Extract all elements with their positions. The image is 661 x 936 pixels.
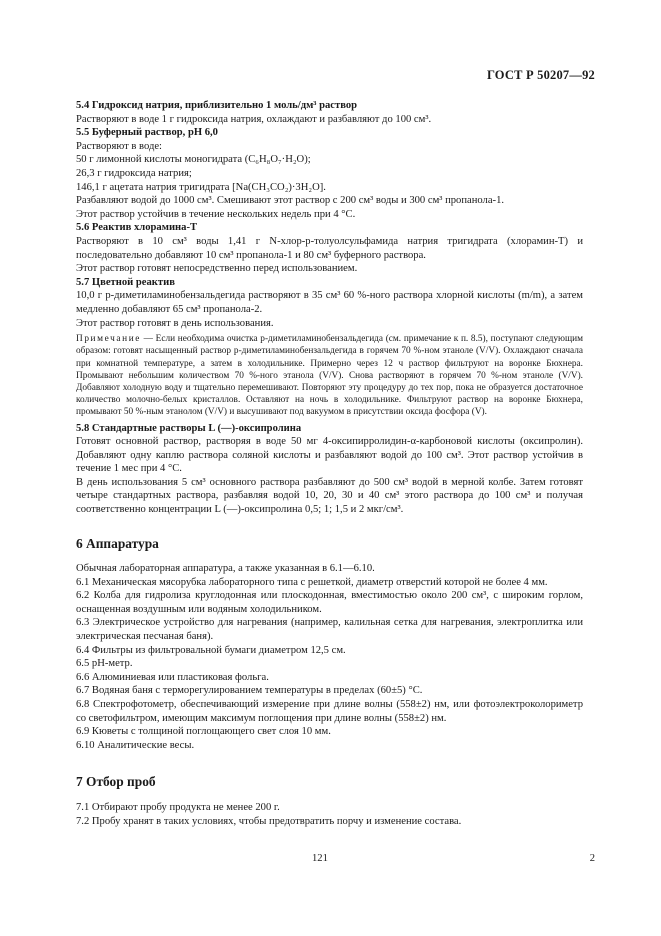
section-5-7-note	[76, 333, 583, 418]
section-6-intro: Обычная лабораторная аппаратура, а также указанная в 6.1—6.10.	[76, 563, 375, 574]
section-5-5-line: Этот раствор устойчив в течение нескольких недель при 4 °С.	[76, 208, 356, 220]
section-7-title: 7 Отбор проб	[76, 774, 156, 789]
section-5-7-text: Этот раствор готовят в день использования.	[76, 317, 274, 329]
section-6-body	[76, 562, 583, 752]
section-5-6-text: Этот раствор готовят непосредственно перед использованием.	[76, 263, 358, 275]
apparatus-item: 6.2 Колба для гидролиза круглодонная или плоскодонная, вместимостью около 200 см³, с широким горлом, оснащенная воздушным или водяным холодильником.	[76, 590, 583, 615]
section-5-5-line: 26,3 г гидроксида натрия;	[76, 167, 192, 179]
section-5-4-text: Растворяют в воде 1 г гидроксида натрия, охлаждают и разбавляют до 100 см³.	[76, 113, 432, 125]
note-label: Примечание	[76, 334, 141, 345]
section-5-5-title: 5.5 Буферный раствор, pH 6,0	[76, 127, 218, 139]
section-5-5-line: 146,1 г ацетата натрия тригидрата [Na(CH₃CO₂)·3H₂O].	[76, 181, 326, 193]
section-7-body	[76, 801, 583, 828]
section-5-7-title: 5.7 Цветной реактив	[76, 276, 175, 288]
section-5-5-line: Разбавляют водой до 1000 см³. Смешивают этот раствор с 200 см³ воды и 300 см³ пропанола-1.	[76, 195, 505, 207]
page-number: 121	[312, 853, 328, 864]
note-text: — Если необходима очистка p-диметиламинобензальдегида (см. примечание к п. 8.5), поступают следующим образом: готовят насыщенный раствор p-диметиламинобензальдегида в горячем 70 %-ном этаноле (V/V). Охлаждают сначала при комнатной температуре, а затем в холодильнике. Примерно через 12 ч раствор фильтруют на воронке Бюхнера. Промывают небольшим количеством 70 %-ного этанола (V/V). Снова растворяют в горячем 70 %-ном этаноле (V/V). Добавляют холодную воду и тщательно перемешивают. Повторяют эту процедуру до тех пор, пока не образуется достаточное количество молочно-белых кристаллов. Оставляют на ночь в холодильнике. Фильтруют раствор на воронке Бюхнера, промывают 50 %-ным этанолом (V/V) и высушивают под вакуумом в присутствии оксида фосфора (V).	[76, 334, 583, 418]
apparatus-item: 6.4 Фильтры из фильтровальной бумаги диаметром 12,5 см.	[76, 644, 346, 656]
section-5-6-title: 5.6 Реактив хлорамина-Т	[76, 222, 198, 234]
apparatus-item: 6.1 Механическая мясорубка лабораторного типа с решеткой, диаметр отверстий которой не более 4 мм.	[76, 576, 548, 588]
sheet-number: 2	[589, 853, 595, 864]
section-5-8-title: 5.8 Стандартные растворы L (—)-оксипролина	[76, 422, 302, 434]
document-code-header: ГОСТ Р 50207—92	[486, 68, 595, 82]
sampling-item: 7.1 Отбирают пробу продукта не менее 200 г.	[76, 802, 280, 813]
apparatus-item: 6.8 Спектрофотометр, обеспечивающий измерение при длине волны (558±2) нм, или фотоэлектроколориметр со светофильтром, имеющим максимум поглощения при длине волны (558±2) нм.	[76, 698, 583, 724]
section-5-5-line: Растворяют в воде:	[76, 140, 162, 152]
apparatus-item: 6.7 Водяная баня с терморегулированием температуры в пределах (60±5) °С.	[76, 685, 423, 697]
apparatus-item: 6.5 pH-метр.	[76, 658, 133, 670]
section-6-title: 6 Аппаратура	[76, 536, 159, 551]
section-5-8-text: В день использования 5 см³ основного раствора разбавляют до 500 см³ водой в мерной колбе. Затем готовят четыре стандартных раствора, разбавляя водой 10, 20, 30 и 40 см³ этого раствора до 100 см³ и получая соответственно концентрации L (—)-оксипролина 0,5; 1; 1,5 и 2 мкг/см³.	[76, 476, 583, 516]
section-5-4-title: 5.4 Гидроксид натрия, приблизительно 1 моль/дм³ раствор	[76, 100, 358, 111]
apparatus-item: 6.10 Аналитические весы.	[76, 739, 195, 751]
sampling-item: 7.2 Пробу хранят в таких условиях, чтобы предотвратить порчу и изменение состава.	[76, 815, 462, 827]
apparatus-item: 6.9 Кюветы с толщиной поглощающего свет слоя 10 мм.	[76, 726, 331, 738]
section-5-5-line: 50 г лимонной кислоты моногидрата (C₆H₈O₇·H₂O);	[76, 154, 311, 166]
section-5-7-text: 10,0 г p-диметиламинобензальдегида растворяют в 35 см³ 60 %-ного раствора хлорной кислоты (m/m), а затем медленно добавляют 65 см³ пропанола-2.	[76, 290, 583, 315]
section-5-6-text: Растворяют в 10 см³ воды 1,41 г N-хлор-p-толуолсульфамида натрия тригидрата (хлорамин-Т) и последовательно добавляют 10 см³ пропанола-1 и 80 см³ буферного раствора.	[76, 235, 583, 261]
apparatus-item: 6.6 Алюминиевая или пластиковая фольга.	[76, 671, 269, 683]
section-5-8-text: Готовят основной раствор, растворяя в воде 50 мг 4-оксипирролидин-α-карбоновой кислоты (оксипролин). Добавляют одну каплю раствора соляной кислоты и разбавляют водой до 100 см³. Этот раствор устойчив в течение 1 мес при 4 °С.	[76, 436, 583, 475]
apparatus-item: 6.3 Электрическое устройство для нагревания (например, калильная сетка для нагревания, электроплитка или электрическая песчаная баня).	[76, 617, 583, 642]
sections-5	[76, 99, 583, 517]
